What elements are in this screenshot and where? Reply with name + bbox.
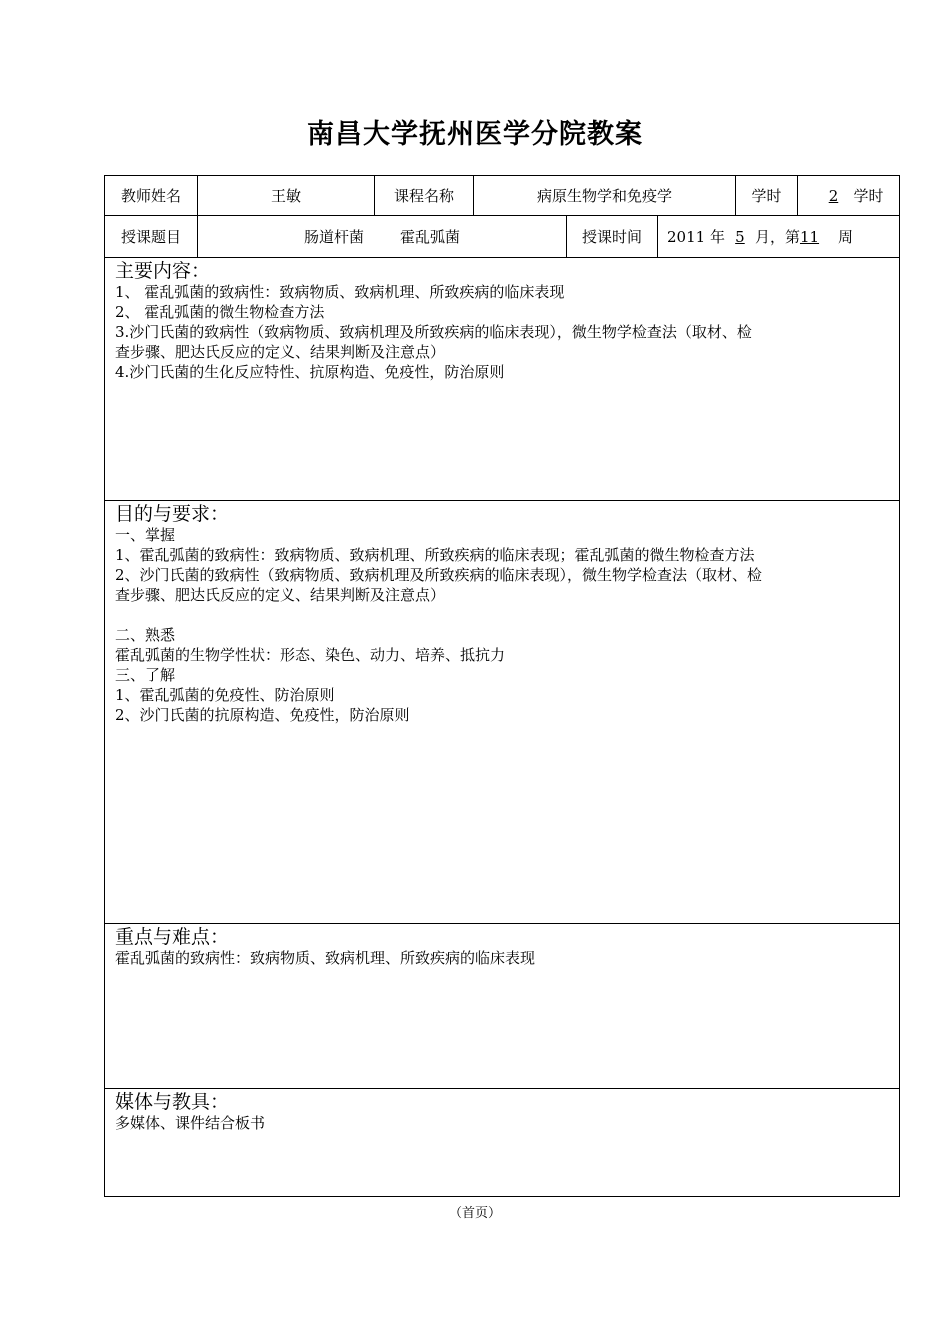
teacher-name-label: 教师姓名 — [105, 176, 198, 215]
header-row-topic — [105, 216, 899, 258]
lesson-topic-value-2: 霍乱弧菌 — [400, 228, 461, 246]
class-hours-value: 2 — [828, 186, 839, 205]
lesson-time-label: 授课时间 — [567, 216, 658, 257]
objectives-heading: 目的与要求： — [115, 503, 230, 525]
objective-line: 1、霍乱弧菌的致病性：致病物质、致病机理、所致疾病的临床表现；霍乱弧菌的微生物检查方法 — [115, 546, 755, 564]
blank-line — [115, 605, 891, 625]
header-row-teacher — [105, 176, 899, 216]
lesson-plan-form — [104, 175, 900, 1197]
familiar-heading: 二、熟悉 — [115, 626, 176, 644]
media-heading: 媒体与教具： — [115, 1091, 230, 1113]
page-title: 南昌大学抚州医学分院教案 — [307, 119, 643, 150]
class-hours-unit: 学时 — [853, 187, 884, 205]
lesson-month: 5 — [735, 227, 745, 246]
master-heading: 一、掌握 — [115, 526, 176, 544]
key-points-section — [105, 924, 899, 1089]
objectives-section — [105, 501, 899, 924]
lesson-month-suffix: 月，第 — [754, 228, 800, 246]
objective-line: 1、霍乱弧菌的免疫性、防治原则 — [115, 686, 335, 704]
lesson-topic-value-1: 肠道杆菌 — [303, 228, 364, 246]
main-content-line: 3.沙门氏菌的致病性（致病物质、致病机理及所致疾病的临床表现），微生物学检查法（取材、检 — [115, 323, 752, 341]
lesson-week: 11 — [799, 227, 820, 246]
main-content-line: 4.沙门氏菌的生化反应特性、抗原构造、免疫性，防治原则 — [115, 363, 505, 381]
key-points-line: 霍乱弧菌的致病性：致病物质、致病机理、所致疾病的临床表现 — [115, 949, 536, 967]
teacher-name-value: 王敏 — [198, 176, 375, 215]
main-content-section — [105, 258, 899, 501]
course-name-label: 课程名称 — [375, 176, 474, 215]
lesson-time-value — [658, 216, 899, 257]
objective-line: 查步骤、肥达氏反应的定义、结果判断及注意点） — [115, 586, 446, 604]
lesson-year: 2011 年 — [667, 228, 725, 246]
main-content-line: 1、 霍乱弧菌的致病性：致病物质、致病机理、所致疾病的临床表现 — [115, 283, 565, 301]
class-hours-label: 学时 — [736, 176, 798, 215]
objective-line: 霍乱弧菌的生物学性状：形态、染色、动力、培养、抵抗力 — [115, 646, 506, 664]
main-content-heading: 主要内容： — [115, 260, 211, 282]
key-points-heading: 重点与难点： — [115, 926, 230, 948]
objective-line: 2、沙门氏菌的致病性（致病物质、致病机理及所致疾病的临床表现），微生物学检查法（取材、检 — [115, 566, 763, 584]
course-name-value: 病原生物学和免疫学 — [474, 176, 736, 215]
lesson-week-suffix: 周 — [837, 228, 853, 246]
media-section — [105, 1089, 899, 1196]
media-line: 多媒体、课件结合板书 — [115, 1114, 266, 1132]
understand-heading: 三、了解 — [115, 666, 176, 684]
main-content-line: 查步骤、肥达氏反应的定义、结果判断及注意点） — [115, 343, 446, 361]
page-footer: （首页） — [448, 1206, 501, 1221]
main-content-line: 2、 霍乱弧菌的微生物检查方法 — [115, 303, 325, 321]
lesson-topic-label: 授课题目 — [105, 216, 198, 257]
class-hours-cell — [798, 176, 899, 215]
objective-line: 2、沙门氏菌的抗原构造、免疫性，防治原则 — [115, 706, 410, 724]
lesson-topic-value — [198, 216, 567, 257]
